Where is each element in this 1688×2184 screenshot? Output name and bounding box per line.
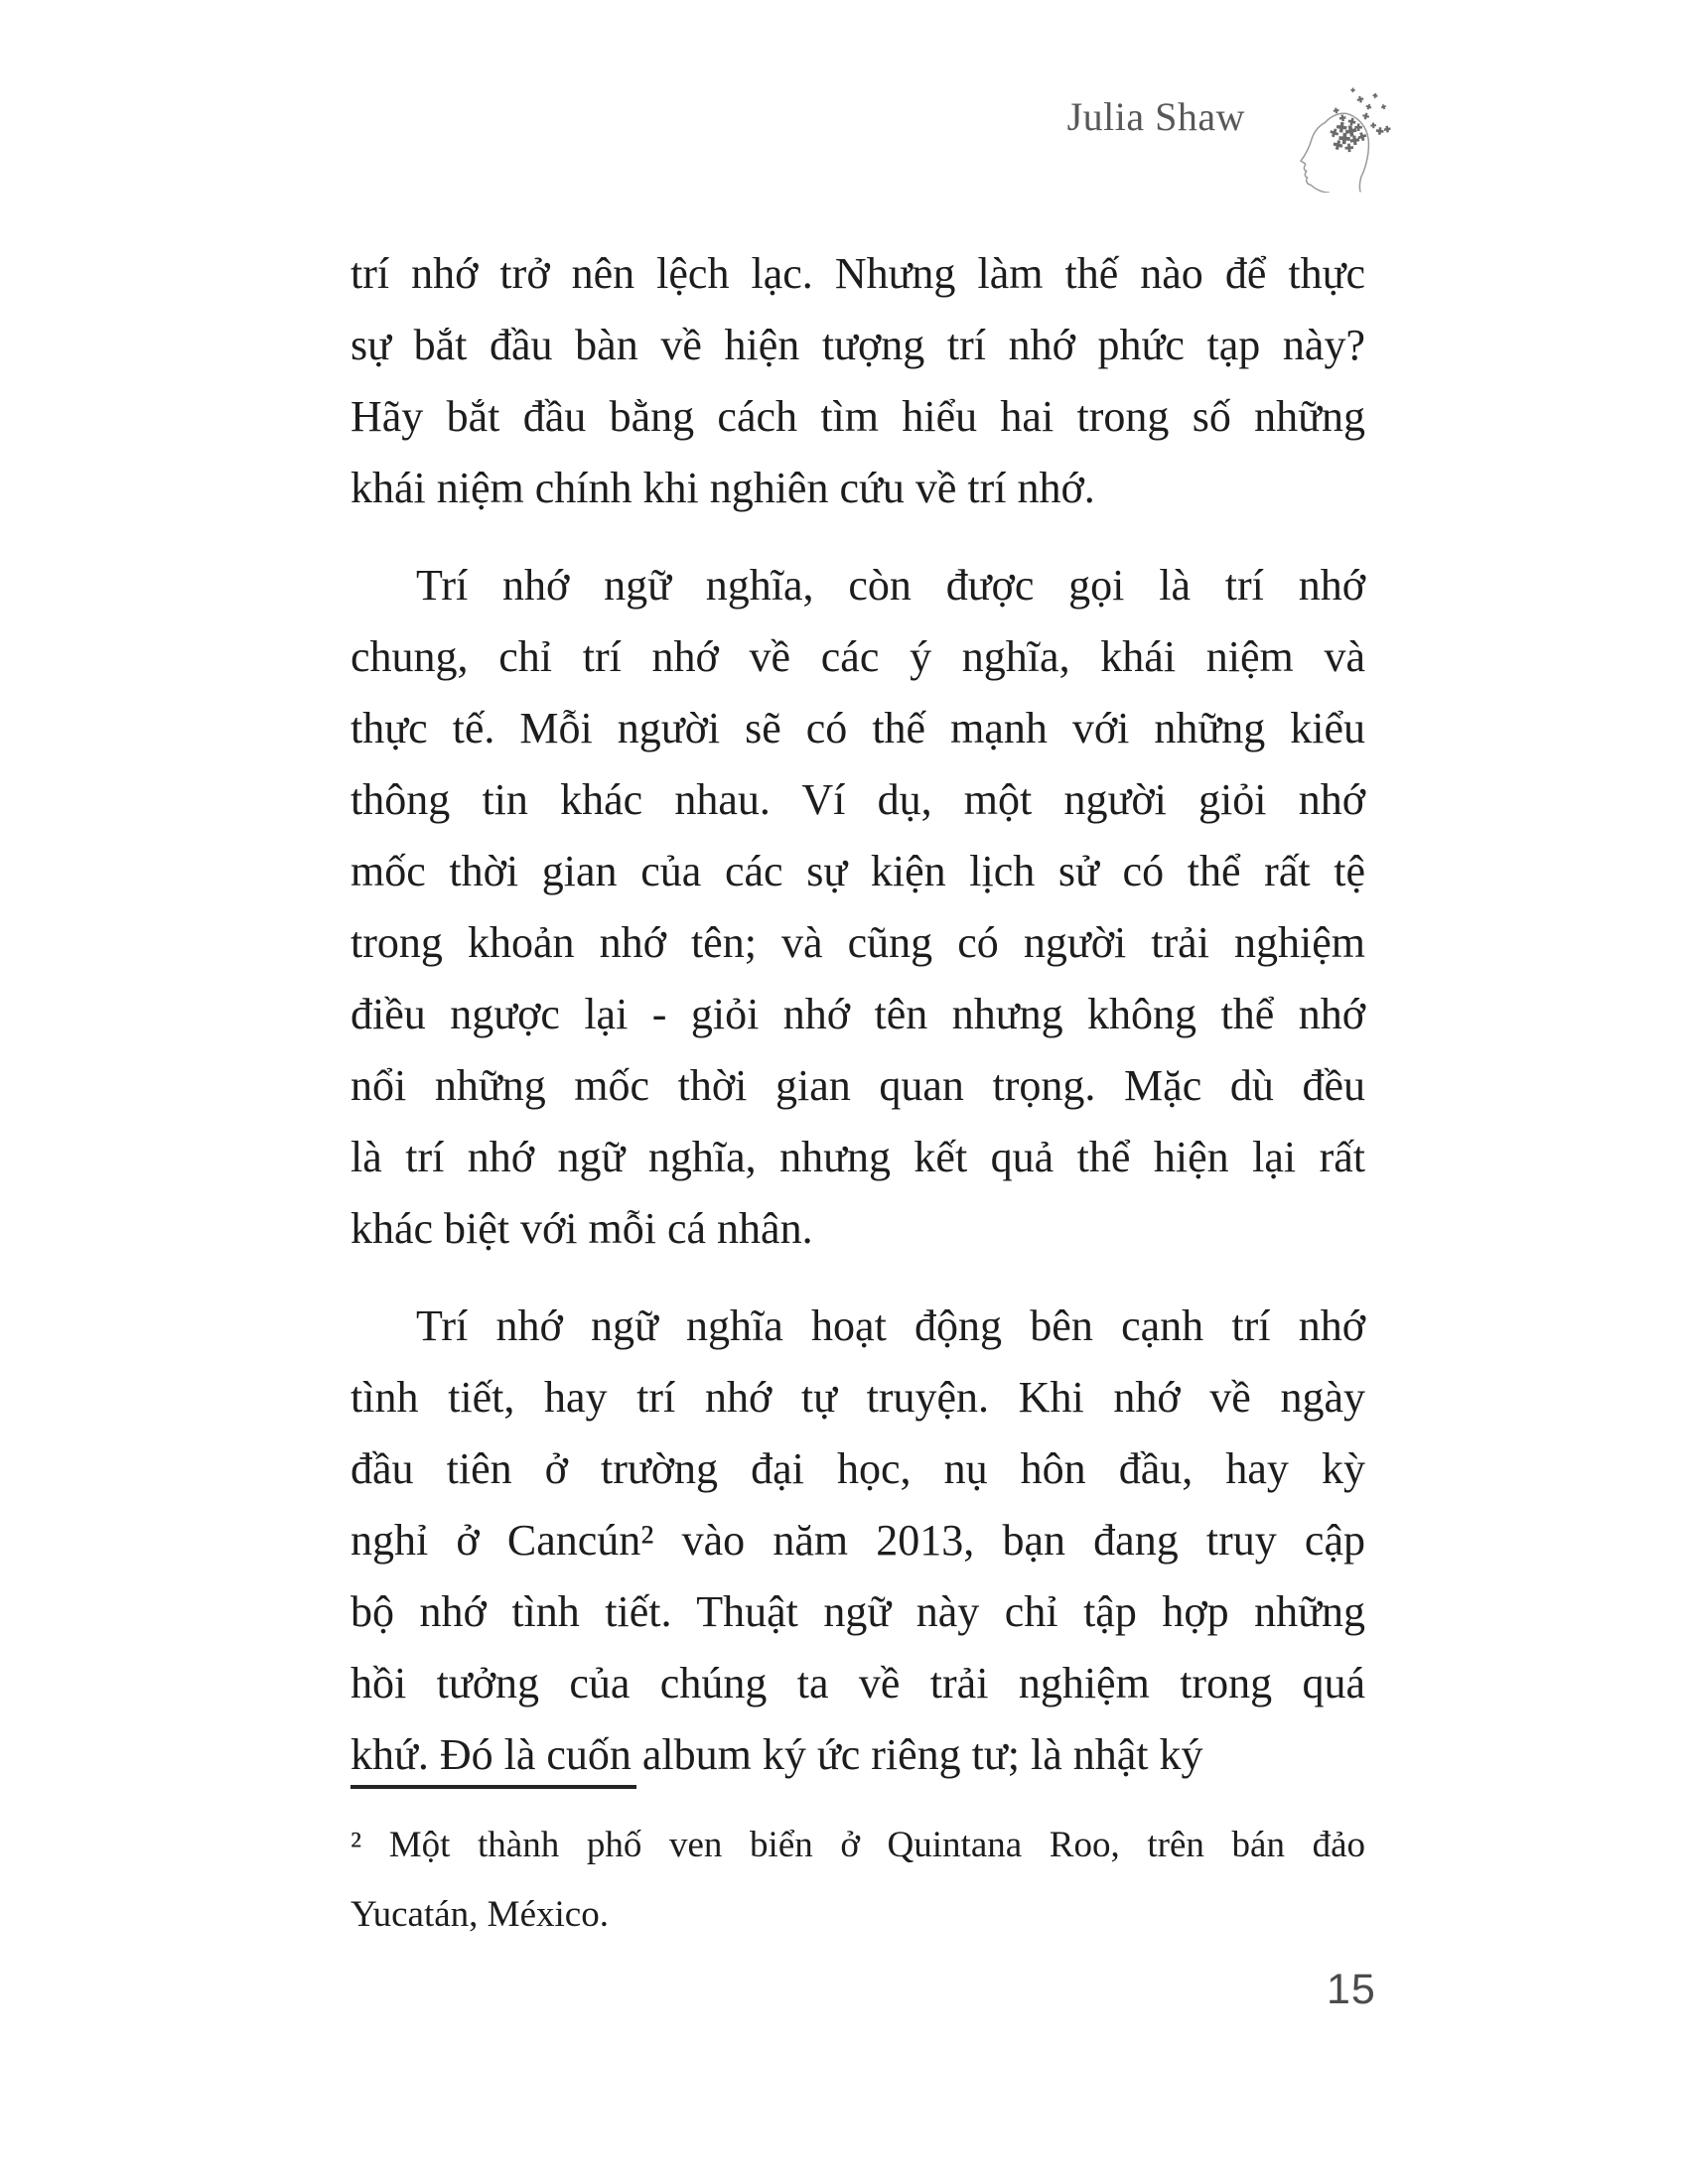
text-line: tình tiết, hay trí nhớ tự truyện. Khi nhớ về ngày	[351, 1373, 1365, 1422]
text-line: thực tế. Mỗi người sẽ có thế mạnh với những kiểu	[351, 704, 1365, 752]
text-line: khác biệt với mỗi cá nhân.	[351, 1204, 813, 1253]
text-line: trong khoản nhớ tên; và cũng có người trải nghiệm	[351, 918, 1365, 967]
memory-pieces	[1329, 87, 1391, 152]
text-line: Trí nhớ ngữ nghĩa, còn được gọi là trí nhớ	[416, 561, 1365, 610]
text-line: khái niệm chính khi nghiên cứu về trí nhớ.	[351, 464, 1095, 512]
text-line: thông tin khác nhau. Ví dụ, một người giỏi nhớ	[351, 775, 1365, 824]
text-line: chung, chỉ trí nhớ về các ý nghĩa, khái niệm và	[351, 632, 1365, 681]
text-line: trí nhớ trở nên lệch lạc. Nhưng làm thế nào để thực	[351, 249, 1365, 298]
text-line: khứ. Đó là cuốn album ký ức riêng tư; là nhật ký	[351, 1730, 1203, 1779]
running-head-author: Julia Shaw	[1066, 94, 1245, 139]
paragraph	[351, 238, 1365, 524]
footnote-line-1: ² Một thành phố ven biển ở Quintana Roo, trên bán đảo	[351, 1825, 1365, 1865]
text-line: sự bắt đầu bàn về hiện tượng trí nhớ phức tạp này?	[351, 321, 1365, 369]
head-memory-logo-icon	[1271, 69, 1420, 193]
text-line: điều ngược lại - giỏi nhớ tên nhưng không thể nhớ	[351, 990, 1365, 1038]
text-line: bộ nhớ tình tiết. Thuật ngữ này chỉ tập hợp những	[351, 1587, 1365, 1636]
page-number: 15	[1327, 1966, 1376, 2013]
text-line: nghỉ ở Cancún² vào năm 2013, bạn đang truy cập	[351, 1516, 1365, 1565]
text-line: nổi những mốc thời gian quan trọng. Mặc dù đều	[351, 1061, 1365, 1110]
footnote-divider	[351, 1785, 636, 1789]
body-text	[351, 238, 1365, 1791]
text-line: Trí nhớ ngữ nghĩa hoạt động bên cạnh trí nhớ	[416, 1301, 1365, 1350]
page-header	[1067, 69, 1420, 193]
text-line: mốc thời gian của các sự kiện lịch sử có thể rất tệ	[351, 847, 1365, 895]
text-line: đầu tiên ở trường đại học, nụ hôn đầu, hay kỳ	[351, 1444, 1365, 1493]
footnote-line-2: Yucatán, México.	[351, 1894, 609, 1935]
text-line: hồi tưởng của chúng ta về trải nghiệm trong quá	[351, 1659, 1365, 1707]
paragraph	[351, 1291, 1365, 1791]
text-line: là trí nhớ ngữ nghĩa, nhưng kết quả thể hiện lại rất	[351, 1133, 1365, 1181]
footnote	[351, 1785, 1365, 1950]
paragraph	[351, 550, 1365, 1265]
text-line: Hãy bắt đầu bằng cách tìm hiểu hai trong số những	[351, 392, 1365, 441]
